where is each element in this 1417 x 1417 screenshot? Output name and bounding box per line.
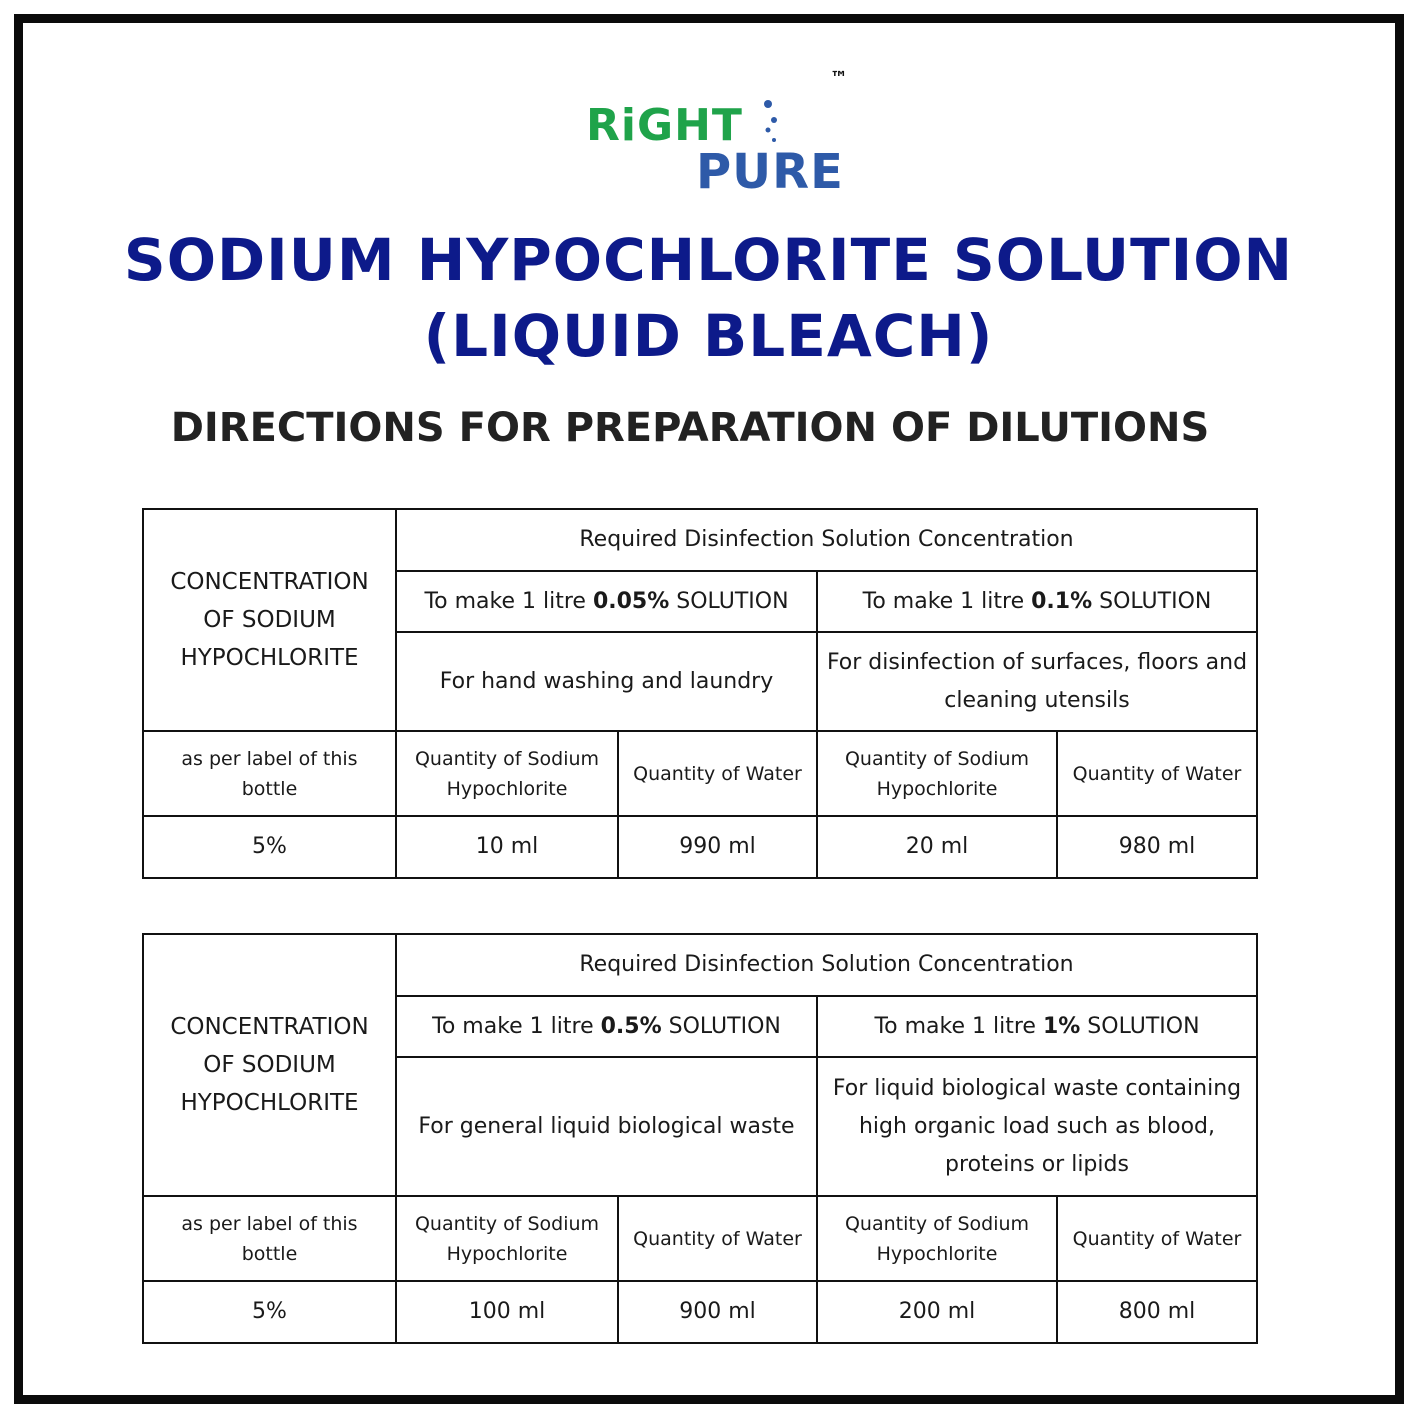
label-note: as per label of this bottle: [143, 1196, 396, 1281]
solution-percent: 0.1%: [1031, 588, 1093, 614]
logo-word-pure: PURE: [696, 144, 844, 200]
solution-header: To make 1 litre 0.5% SOLUTION: [396, 996, 817, 1057]
water-qty: 990 ml: [618, 816, 817, 878]
stock-concentration: 5%: [143, 816, 396, 878]
trademark-symbol: ™: [830, 68, 848, 89]
concentration-header: CONCENTRATION OF SODIUM HYPOCHLORITE: [143, 509, 396, 731]
solution-purpose: For general liquid biological waste: [396, 1057, 817, 1196]
brand-logo: [586, 68, 876, 201]
page-subtitle: DIRECTIONS FOR PREPARATION OF DILUTIONS: [170, 405, 1210, 451]
solution-header: To make 1 litre 0.1% SOLUTION: [817, 571, 1257, 632]
required-concentration-header: Required Disinfection Solution Concentration: [396, 509, 1257, 571]
hypochlorite-qty: 10 ml: [396, 816, 618, 878]
water-qty-header: Quantity of Water: [618, 731, 817, 816]
dilution-table-2: [142, 933, 1258, 1344]
solution-percent: 0.5%: [600, 1013, 662, 1039]
water-qty-header: Quantity of Water: [1057, 1196, 1257, 1281]
hypochlorite-qty-header: Quantity of Sodium Hypochlorite: [396, 731, 618, 816]
hypochlorite-qty-header: Quantity of Sodium Hypochlorite: [396, 1196, 618, 1281]
label-note: as per label of this bottle: [143, 731, 396, 816]
water-qty: 980 ml: [1057, 816, 1257, 878]
required-concentration-header: Required Disinfection Solution Concentration: [396, 934, 1257, 996]
dilution-table-1: [142, 508, 1258, 879]
solution-purpose: For hand washing and laundry: [396, 632, 817, 731]
solution-header: To make 1 litre 1% SOLUTION: [817, 996, 1257, 1057]
solution-purpose: For liquid biological waste containing high organic load such as blood, proteins or lipids: [817, 1057, 1257, 1196]
water-qty: 900 ml: [618, 1281, 817, 1343]
hypochlorite-qty: 100 ml: [396, 1281, 618, 1343]
solution-percent: 0.05%: [592, 588, 670, 614]
hypochlorite-qty: 200 ml: [817, 1281, 1057, 1343]
solution-purpose: For disinfection of surfaces, floors and cleaning utensils: [817, 632, 1257, 731]
hypochlorite-qty-header: Quantity of Sodium Hypochlorite: [817, 1196, 1057, 1281]
logo-word-right: RiGHT: [586, 100, 743, 151]
water-qty: 800 ml: [1057, 1281, 1257, 1343]
water-qty-header: Quantity of Water: [618, 1196, 817, 1281]
water-qty-header: Quantity of Water: [1057, 731, 1257, 816]
solution-percent: 1%: [1042, 1013, 1081, 1039]
hypochlorite-qty-header: Quantity of Sodium Hypochlorite: [817, 731, 1057, 816]
hypochlorite-qty: 20 ml: [817, 816, 1057, 878]
stock-concentration: 5%: [143, 1281, 396, 1343]
concentration-header: CONCENTRATION OF SODIUM HYPOCHLORITE: [143, 934, 396, 1196]
page-title-line2: (LIQUID BLEACH): [423, 302, 994, 370]
solution-header: To make 1 litre 0.05% SOLUTION: [396, 571, 817, 632]
page-title-line1: SODIUM HYPOCHLORITE SOLUTION: [123, 226, 1294, 294]
